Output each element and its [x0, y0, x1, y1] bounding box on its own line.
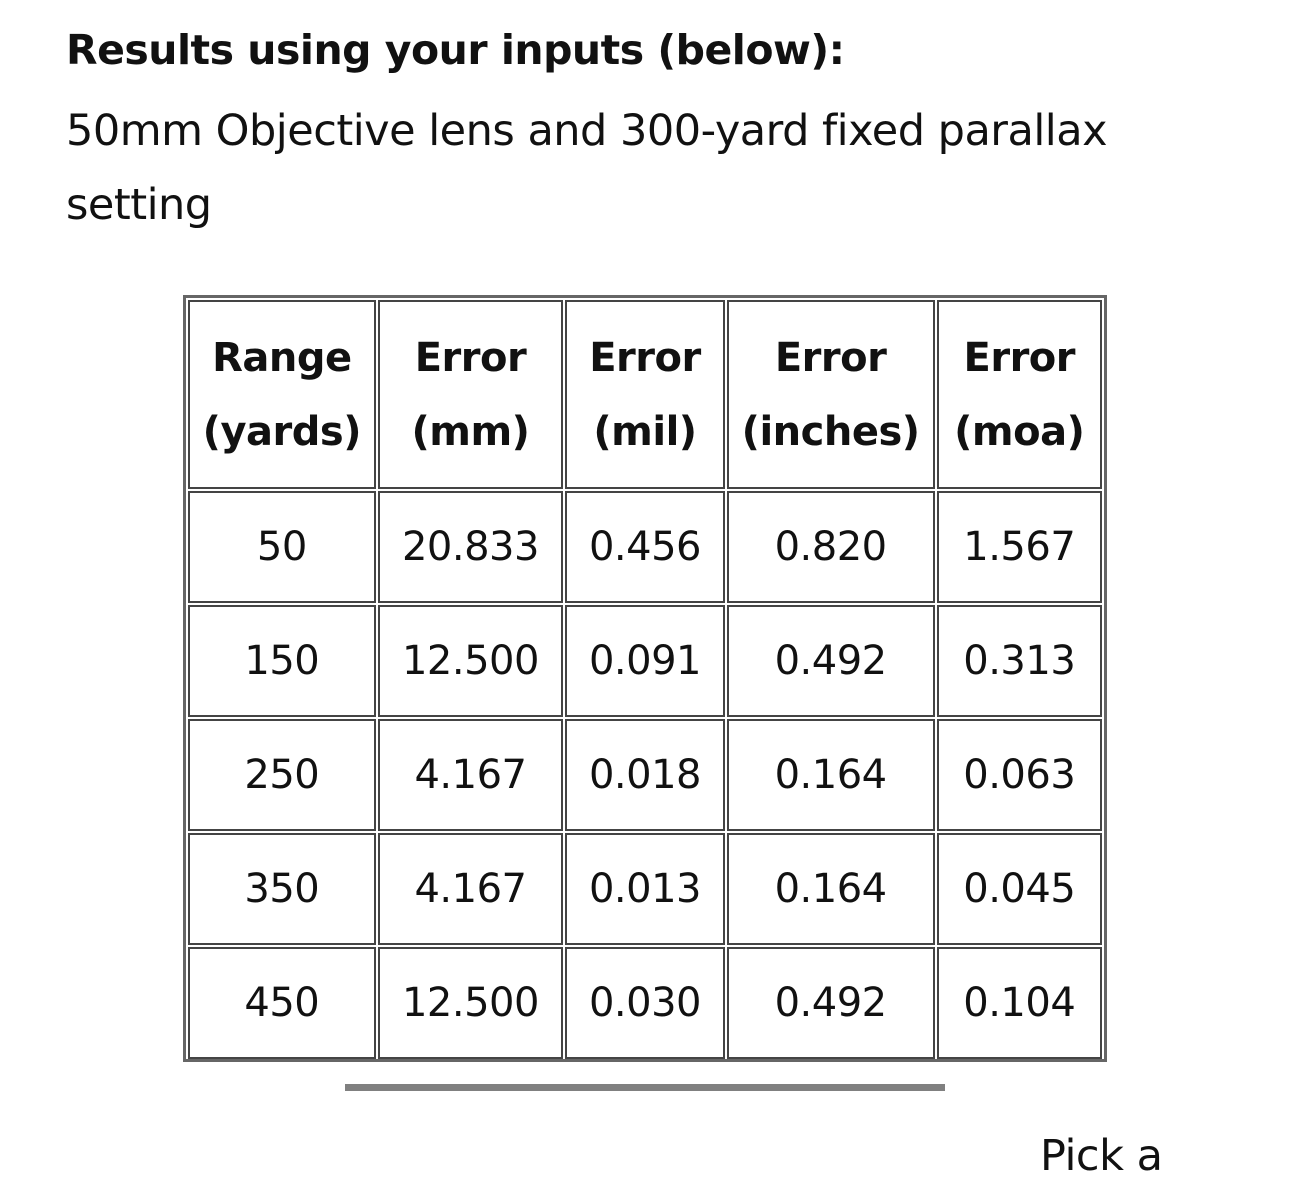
cell-error-mil: 0.030	[565, 947, 724, 1059]
header-label-line2: (inches)	[741, 408, 920, 455]
table-row	[188, 719, 1102, 831]
cell-range: 50	[188, 491, 376, 603]
cell-error-mil: 0.456	[565, 491, 724, 603]
table-row	[188, 833, 1102, 945]
cell-error-moa: 0.063	[937, 719, 1102, 831]
table-row	[188, 947, 1102, 1059]
header-error-mm	[378, 300, 564, 489]
header-label-line1: Error	[589, 334, 701, 381]
header-label-line1: Error	[963, 334, 1075, 381]
horizontal-divider	[345, 1084, 945, 1091]
cell-error-mm: 12.500	[378, 605, 564, 717]
cell-error-mil: 0.091	[565, 605, 724, 717]
cell-error-mm: 20.833	[378, 491, 564, 603]
header-error-moa	[937, 300, 1102, 489]
cell-error-inches: 0.164	[727, 719, 935, 831]
cell-error-mm: 12.500	[378, 947, 564, 1059]
cell-error-moa: 0.104	[937, 947, 1102, 1059]
cell-error-mil: 0.013	[565, 833, 724, 945]
header-label-line1: Range	[212, 334, 352, 381]
cell-error-inches: 0.164	[727, 833, 935, 945]
cell-range: 250	[188, 719, 376, 831]
cell-error-moa: 1.567	[937, 491, 1102, 603]
results-heading: Results using your inputs (below):	[66, 26, 845, 74]
header-label-line2: (yards)	[202, 408, 361, 455]
header-label-line2: (mm)	[411, 408, 530, 455]
trailing-text: Pick a	[1040, 1131, 1163, 1181]
table-header-row	[188, 300, 1102, 489]
cell-range: 150	[188, 605, 376, 717]
header-label-line1: Error	[414, 334, 527, 381]
header-label-line2: (mil)	[593, 408, 697, 455]
results-description: 50mm Objective lens and 300-yard fixed parallax setting	[66, 106, 1108, 230]
header-label-line2: (moa)	[954, 408, 1085, 455]
cell-error-mm: 4.167	[378, 719, 564, 831]
results-table-container	[183, 295, 1107, 1062]
cell-error-mm: 4.167	[378, 833, 564, 945]
table-row	[188, 491, 1102, 603]
cell-error-moa: 0.313	[937, 605, 1102, 717]
cell-error-moa: 0.045	[937, 833, 1102, 945]
cell-error-mil: 0.018	[565, 719, 724, 831]
cell-range: 350	[188, 833, 376, 945]
results-table	[186, 298, 1104, 1061]
header-error-mil	[565, 300, 724, 489]
table-row	[188, 605, 1102, 717]
cell-range: 450	[188, 947, 376, 1059]
cell-error-inches: 0.492	[727, 947, 935, 1059]
cell-error-inches: 0.820	[727, 491, 935, 603]
cell-error-inches: 0.492	[727, 605, 935, 717]
header-range-yards	[188, 300, 376, 489]
header-error-inches	[727, 300, 935, 489]
header-label-line1: Error	[774, 334, 887, 381]
